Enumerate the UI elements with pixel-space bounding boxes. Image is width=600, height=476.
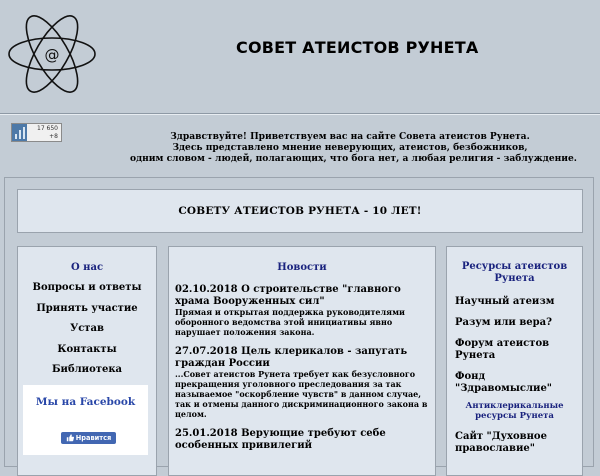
header-divider (0, 113, 600, 115)
anniversary-banner (17, 189, 583, 233)
resources-panel (446, 246, 583, 476)
news-headline[interactable]: 02.10.2018 О строительстве "главного храма Вооруженных сил" (175, 284, 401, 307)
menu-item-join[interactable]: Принять участие (36, 302, 138, 314)
news-headline[interactable]: 27.07.2018 Цель клерикалов - запугать граждан России (175, 346, 408, 369)
menu-item-contacts[interactable]: Контакты (57, 343, 117, 355)
about-menu (18, 282, 156, 375)
resource-link-fund[interactable]: Фонд "Здравомыслие" (455, 371, 553, 394)
anticlerical-menu (455, 431, 582, 455)
menu-item-library[interactable]: Библиотека (51, 364, 123, 375)
news-title[interactable]: Новости (277, 262, 327, 273)
welcome-line: Здесь представлено мнение неверующих, атеистов, безбожников, (172, 142, 528, 153)
anniversary-text: СОВЕТУ АТЕИСТОВ РУНЕТА - 10 ЛЕТ! (178, 205, 422, 217)
counter-increment: +8 (49, 133, 58, 140)
news-list (169, 284, 435, 452)
news-headline[interactable]: 25.01.2018 Верующие требуют себе особенных привилегий (175, 428, 386, 451)
visit-counter[interactable] (11, 123, 62, 142)
counter-value: 17 650 (37, 125, 58, 132)
logo-at-symbol: @ (44, 46, 60, 64)
news-summary: Прямая и открытая поддержка руководителями оборонного ведомства этой инициативы явно нарушает положения закона. (175, 307, 405, 338)
welcome-line: одним словом - людей, полагающих, что бога нет, а любая религия - заблуждение. (130, 153, 577, 164)
resources-menu (455, 296, 582, 395)
resource-link-scientific-atheism[interactable]: Научный атеизм (455, 296, 555, 307)
welcome-message (130, 131, 577, 164)
about-title[interactable]: О нас (70, 262, 104, 273)
menu-item-faq[interactable]: Вопросы и ответы (32, 282, 142, 293)
resource-link-forum[interactable]: Форум атеистов Рунета (455, 338, 550, 361)
resource-link-reason-or-faith[interactable]: Разум или вера? (455, 317, 552, 328)
news-item (175, 284, 429, 337)
anticlerical-heading: Антиклерикальные ресурсы Рунета (465, 401, 564, 421)
news-item (175, 428, 429, 451)
atom-logo[interactable] (6, 4, 98, 104)
news-panel (168, 246, 436, 476)
facebook-like-button[interactable] (61, 432, 116, 444)
welcome-line: Здравствуйте! Приветствуем вас на сайте Совета атеистов Рунета. (170, 131, 530, 142)
facebook-like-label: Нравится (75, 434, 112, 442)
menu-item-charter[interactable]: Устав (70, 323, 104, 334)
resource-link-spiritual-orthodoxy[interactable]: Сайт "Духовное православие" (455, 431, 547, 454)
about-panel (17, 246, 157, 476)
facebook-title[interactable]: Мы на Facebook (35, 396, 136, 408)
counter-chart-icon (12, 124, 27, 141)
news-item (175, 346, 429, 419)
facebook-widget (23, 385, 148, 455)
site-title: СОВЕТ АТЕИСТОВ РУНЕТА (236, 38, 479, 57)
resources-title[interactable]: Ресурсы атеистов Рунета (461, 261, 568, 284)
thumbs-up-icon (66, 434, 74, 442)
news-summary: ...Совет атеистов Рунета требует как безусловного прекращения уголовного преследования за так называемое "оскорбление чувств" в данном случае, так и отмены данного дискриминационного закона в целом. (175, 369, 428, 420)
